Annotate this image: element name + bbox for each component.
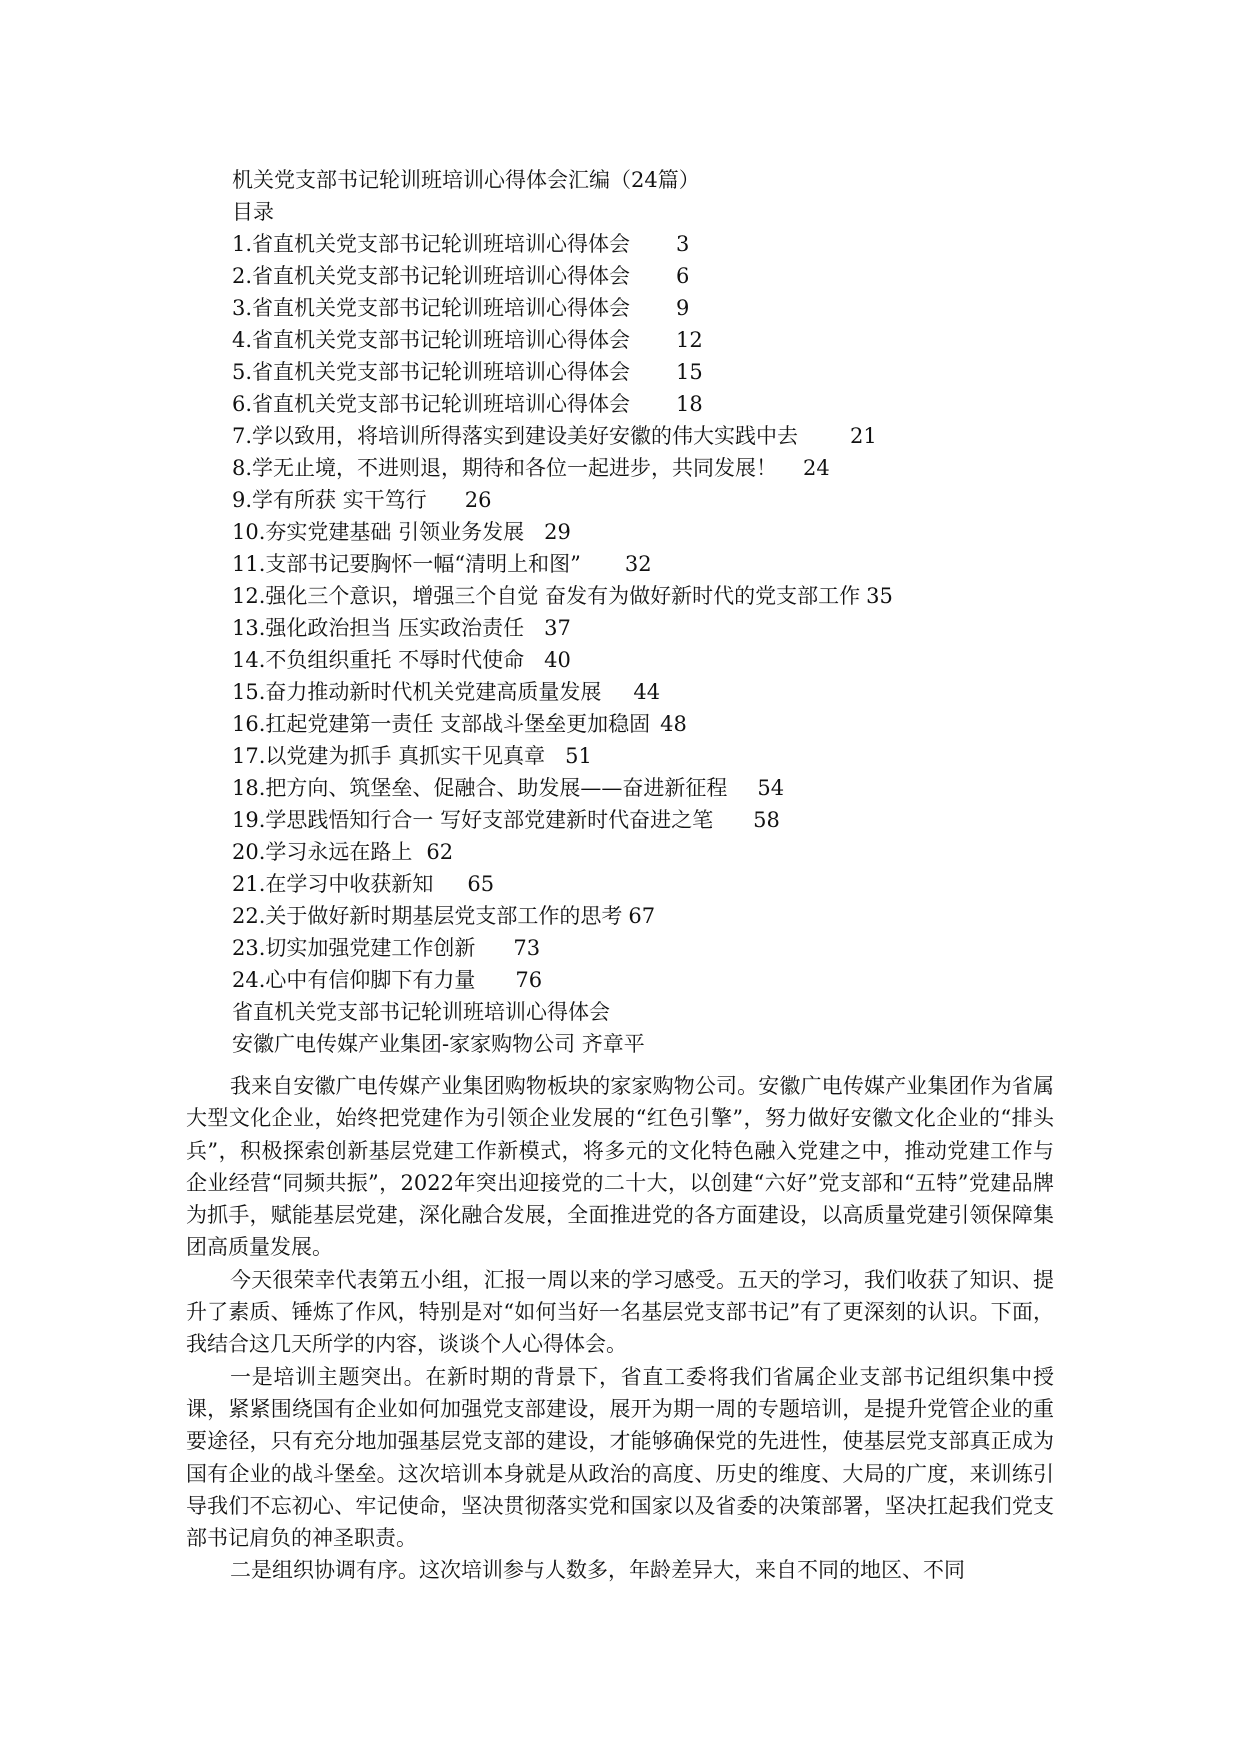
toc-item-title: 1.省直机关党支部书记轮训班培训心得体会 bbox=[232, 232, 631, 256]
toc-item[interactable] bbox=[232, 228, 1132, 260]
body-paragraph: 我来自安徽广电传媒产业集团购物板块的家家购物公司。安徽广电传媒产业集团作为省属大型文化企业，始终把党建作为引领企业发展的“红色引擎”，努力做好安徽文化企业的“排头兵”，积极探索创新基层党建工作新模式，将多元的文化特色融入党建之中，推动党建工作与企业经营“同频共振”，2022年突出迎接党的二十大，以创建“六好”党支部和“五特”党建品牌为抓手，赋能基层党建，深化融合发展，全面推进党的各方面建设，以高质量党建引领保障集团高质量发展。 bbox=[186, 1074, 1054, 1260]
toc-item-page-number: 32 bbox=[624, 552, 652, 576]
toc-item-title: 11.支部书记要胸怀一幅“清明上和图” bbox=[232, 552, 581, 576]
toc-item[interactable] bbox=[232, 964, 1132, 996]
table-of-contents bbox=[232, 228, 1132, 996]
toc-item[interactable] bbox=[232, 516, 1132, 548]
toc-item-title: 18.把方向、筑堡垒、促融合、助发展——奋进新征程 bbox=[232, 776, 728, 800]
toc-item-title: 16.扛起党建第一责任 支部战斗堡垒更加稳固 bbox=[232, 712, 651, 736]
toc-item[interactable] bbox=[232, 804, 1132, 836]
toc-item[interactable] bbox=[232, 612, 1132, 644]
toc-item[interactable] bbox=[232, 388, 1132, 420]
toc-item-page-number: 62 bbox=[426, 840, 454, 864]
toc-item-page-number: 12 bbox=[676, 328, 703, 352]
toc-item-page-number: 24 bbox=[803, 456, 830, 480]
toc-item-title: 21.在学习中收获新知 bbox=[232, 872, 434, 896]
toc-item[interactable] bbox=[232, 900, 1132, 932]
toc-item-page-number: 15 bbox=[676, 360, 703, 384]
toc-item[interactable] bbox=[232, 836, 1132, 868]
toc-item-page-number: 44 bbox=[633, 680, 661, 704]
toc-item-title: 4.省直机关党支部书记轮训班培训心得体会 bbox=[232, 328, 631, 352]
body-paragraph: 一是培训主题突出。在新时期的背景下，省直工委将我们省属企业支部书记组织集中授课，紧紧围绕国有企业如何加强党支部建设，展开为期一周的专题培训，是提升党管企业的重要途径，只有充分地加强基层党支部的建设，才能够确保党的先进性，使基层党支部真正成为国有企业的战斗堡垒。这次培训本身就是从政治的高度、历史的维度、大局的广度，来训练引导我们不忘初心、牢记使命，坚决贯彻落实党和国家以及省委的决策部署，坚决扛起我们党支部书记肩负的神圣职责。 bbox=[186, 1364, 1054, 1551]
toc-item-page-number: 18 bbox=[676, 392, 703, 416]
toc-item-page-number: 48 bbox=[660, 712, 687, 736]
toc-item-page-number: 51 bbox=[565, 744, 592, 768]
toc-item-page-number: 73 bbox=[513, 936, 541, 960]
toc-item[interactable] bbox=[232, 292, 1132, 324]
toc-item-title: 15.奋力推动新时代机关党建高质量发展 bbox=[232, 680, 602, 704]
toc-item[interactable] bbox=[232, 740, 1132, 772]
toc-item-page-number: 6 bbox=[676, 264, 690, 288]
toc-item[interactable] bbox=[232, 484, 1132, 516]
toc-item-title: 8.学无止境，不进则退，期待和各位一起进步，共同发展！ bbox=[232, 456, 778, 480]
header-block bbox=[232, 164, 1132, 1060]
article-title: 省直机关党支部书记轮训班培训心得体会 bbox=[232, 1000, 610, 1024]
body-paragraph: 二是组织协调有序。这次培训参与人数多，年龄差异大，来自不同的地区、不同 bbox=[230, 1558, 965, 1583]
toc-item-page-number: 3 bbox=[676, 232, 690, 256]
toc-item-page-number: 21 bbox=[850, 424, 877, 448]
toc-item-title: 23.切实加强党建工作创新 bbox=[232, 936, 476, 960]
toc-item-title: 9.学有所获 实干笃行 bbox=[232, 488, 427, 512]
toc-item-title: 12.强化三个意识，增强三个自觉 奋发有为做好新时代的党支部工作 bbox=[232, 584, 861, 608]
toc-item[interactable] bbox=[232, 932, 1132, 964]
toc-item[interactable] bbox=[232, 868, 1132, 900]
body-paragraph: 今天很荣幸代表第五小组，汇报一周以来的学习感受。五天的学习，我们收获了知识、提升了素质、锤炼了作风，特别是对“如何当好一名基层党支部书记”有了更深刻的认识。下面，我结合这几天所学的内容，谈谈个人心得体会。 bbox=[186, 1267, 1054, 1357]
toc-item[interactable] bbox=[232, 708, 1132, 740]
toc-item-title: 13.强化政治担当 压实政治责任 bbox=[232, 616, 525, 640]
toc-item-page-number: 37 bbox=[544, 616, 571, 640]
toc-item[interactable] bbox=[232, 676, 1132, 708]
toc-item-title: 17.以党建为抓手 真抓实干见真章 bbox=[232, 744, 546, 768]
toc-item-page-number: 58 bbox=[753, 808, 780, 832]
toc-item[interactable] bbox=[232, 420, 1132, 452]
toc-item-title: 7.学以致用，将培训所得落实到建设美好安徽的伟大实践中去 bbox=[232, 424, 799, 448]
article-body bbox=[186, 1070, 1054, 1587]
toc-item-page-number: 9 bbox=[676, 296, 690, 320]
toc-item-title: 6.省直机关党支部书记轮训班培训心得体会 bbox=[232, 392, 631, 416]
toc-item[interactable] bbox=[232, 260, 1132, 292]
toc-item[interactable] bbox=[232, 644, 1132, 676]
toc-item-page-number: 26 bbox=[464, 488, 492, 512]
toc-item-title: 5.省直机关党支部书记轮训班培训心得体会 bbox=[232, 360, 631, 384]
toc-item-page-number: 40 bbox=[544, 648, 571, 672]
toc-item-page-number: 65 bbox=[467, 872, 495, 896]
toc-item-page-number: 67 bbox=[628, 904, 656, 928]
article-author: 安徽广电传媒产业集团-家家购物公司 齐章平 bbox=[232, 1032, 645, 1056]
toc-item-title: 14.不负组织重托 不辱时代使命 bbox=[232, 648, 525, 672]
toc-item[interactable] bbox=[232, 580, 1132, 612]
toc-item-page-number: 76 bbox=[515, 968, 543, 992]
toc-item-title: 2.省直机关党支部书记轮训班培训心得体会 bbox=[232, 264, 631, 288]
toc-item[interactable] bbox=[232, 548, 1132, 580]
toc-item-page-number: 54 bbox=[757, 776, 785, 800]
toc-heading: 目录 bbox=[232, 200, 274, 224]
toc-item-title: 10.夯实党建基础 引领业务发展 bbox=[232, 520, 525, 544]
toc-item-title: 19.学思践悟知行合一 写好支部党建新时代奋进之笔 bbox=[232, 808, 714, 832]
toc-item-title: 22.关于做好新时期基层党支部工作的思考 bbox=[232, 904, 623, 928]
document-title: 机关党支部书记轮训班培训心得体会汇编（24篇） bbox=[232, 168, 700, 192]
toc-item[interactable] bbox=[232, 356, 1132, 388]
toc-item[interactable] bbox=[232, 452, 1132, 484]
toc-item[interactable] bbox=[232, 324, 1132, 356]
toc-item-title: 3.省直机关党支部书记轮训班培训心得体会 bbox=[232, 296, 631, 320]
toc-item-page-number: 35 bbox=[866, 584, 893, 608]
toc-item-title: 24.心中有信仰脚下有力量 bbox=[232, 968, 476, 992]
toc-item-title: 20.学习永远在路上 bbox=[232, 840, 413, 864]
toc-item-page-number: 29 bbox=[544, 520, 571, 544]
toc-item[interactable] bbox=[232, 772, 1132, 804]
